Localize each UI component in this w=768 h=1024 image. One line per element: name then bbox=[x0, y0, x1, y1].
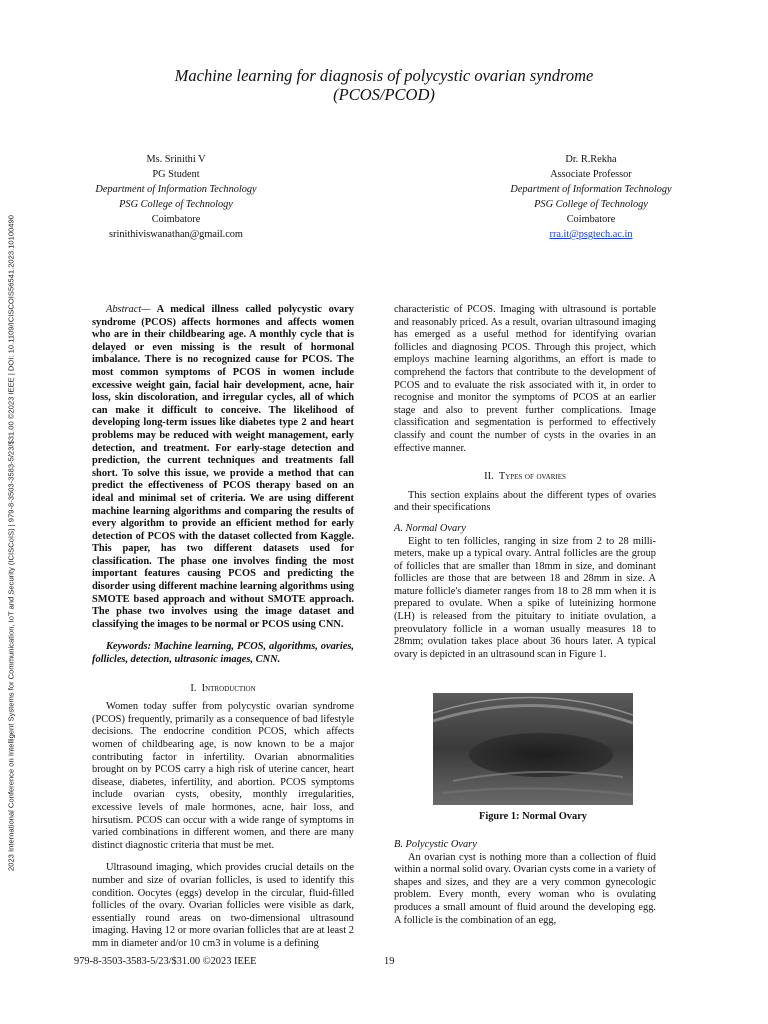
doi-sidebar-text: 2023 International Conference on Intelligent Systems for Communication, IoT and Security (ICISCoIS) | 979-8-3503-3583-5/23/$31.00 ©2023 IEEE | DOI: 10.1109/ICISCOIS56541.2023.10100490 bbox=[6, 214, 16, 871]
author-dept: Department of Information Technology bbox=[510, 184, 672, 195]
author-name: Ms. Srinithi V bbox=[146, 154, 206, 165]
paper-title-line2: (PCOS/PCOD) bbox=[333, 85, 435, 104]
author-role: Associate Professor bbox=[550, 169, 632, 180]
abstract-body: A medical illness called polycystic ovary syndrome (PCOS) affects hormones and affects women who are in their childbearing age. A monthly cycle that is delayed or even missing is the result of hormonal imbalance. There is no recognized cause for PCOS. The most common symptoms of PCOS in women include excessive weight gain, facial hair development, acne, hair loss, skin discoloration, and irregular cycles, all of which can make it difficult to conceive. The likelihood of developing long-term issues like diabetes type 2 and heart problems may be reduced with weight management, early detection, and treatment. For early-stage detection and prediction, the current techniques and treatments fall short. To solve this issue, we provide a method that can predict the effectiveness of PCOS therapy based on an ideal and minimal set of criteria. We are using different machine learning algorithms and comparing the results of every algorithm to provide an efficient method for early detection of PCOS with the dataset collected from Kaggle. This paper, has two different datasets used for classification. The phase one involves finding the most important features causing PCOS and predicting the disorder using different machine learning algorithms using SMOTE based approach and without SMOTE approach. The phase two involves using the image dataset and classifying the images to be normal or PCOS using CNN. bbox=[92, 304, 354, 630]
ultrasound-image-graphic bbox=[433, 693, 633, 805]
right-column-top bbox=[394, 304, 656, 661]
author-city: Coimbatore bbox=[151, 214, 201, 225]
page-number: 19 bbox=[384, 956, 395, 967]
types-intro: This section explains about the different types of ovaries and their specifications bbox=[394, 489, 656, 514]
subsection-normal-ovary: A. Normal Ovary bbox=[394, 522, 466, 534]
author-block-1 bbox=[76, 152, 276, 242]
right-column-bottom bbox=[394, 839, 656, 927]
ultrasound-image bbox=[433, 693, 633, 805]
paper-title-line1: Machine learning for diagnosis of polycystic ovarian syndrome bbox=[174, 66, 594, 85]
author-city: Coimbatore bbox=[566, 214, 616, 225]
intro-paragraph-2: Ultrasound imaging, which provides crucial details on the number and size of ovarian follicles, is used to identify this condition. Oocytes (eggs) develop in the circular, fluid-filled follicles of the ovary. Ovarian follicles were visible as dark, essentially round areas on two-dimensional ultrasound imaging. Having 12 or more ovarian follicles that are at least 2 mm in diameter and/or 10 cm3 in volume is a defining bbox=[92, 862, 354, 949]
author-dept: Department of Information Technology bbox=[95, 184, 257, 195]
author-email: srinithiviswanathan@gmail.com bbox=[109, 229, 243, 240]
keywords: Keywords: Machine learning, PCOS, algorithms, ovaries, follicles, detection, ultrasonic images, CNN. bbox=[92, 641, 354, 666]
paper-title bbox=[92, 66, 676, 104]
abstract-lead: Abstract— bbox=[106, 304, 151, 315]
intro-paragraph-1: Women today suffer from polycystic ovarian syndrome (PCOS) frequently, primarily as a consequence of bad lifestyle decisions. The endocrine condition PCOS, which affects women of childbearing age, is now known to be a major contributing factor in infertility. Ovarian abnormalities brought on by PCOS carry a high risk of uterine cancer, heart disease, diabetes, infertility, and abortion. PCOS symptoms include ovarian cysts, obesity, monthly irregularities, excessive levels of male hormones, acne, hair loss, and hirsutism. PCOS can occur with a wide range of symptoms in varied combinations in different women, and there are many distinct diagnostic criteria that must be met. bbox=[92, 701, 354, 851]
pcos-characteristic-paragraph: characteristic of PCOS. Imaging with ultrasound is portable and reasonably priced. As a result, ovarian ultrasound imaging has emerged as a useful method for identifying ovarian follicles and diagnosing PCOS. Through this project, which employs machine learning algorithms, an effort is made to comprehend the factors that contribute to the development of PCOS and to evaluate the risk associated with it, in order to recognise and monitor the symptoms of PCOS at an earlier stage and also to prevent further complications. Image classification and segmentation is performed to effectively classify and count the number of cysts in the ovaries in an effective manner. bbox=[394, 304, 656, 454]
section-heading-introduction: I. Introduction bbox=[190, 682, 256, 694]
doi-sidebar bbox=[3, 125, 19, 960]
author-name: Dr. R.Rekha bbox=[565, 154, 617, 165]
author-role: PG Student bbox=[152, 169, 200, 180]
author-college: PSG College of Technology bbox=[119, 199, 233, 210]
subsection-polycystic-ovary: B. Polycystic Ovary bbox=[394, 839, 477, 850]
section-heading-types: II. Types of ovaries bbox=[484, 471, 566, 483]
figure-caption: Figure 1: Normal Ovary bbox=[478, 811, 588, 822]
author-block-2 bbox=[491, 152, 691, 242]
normal-ovary-paragraph: Eight to ten follicles, ranging in size from 2 to 28 milli-meters, make up a typical ovary. Antral follicles are the group of follicles that are smaller than 18mm in size, and dominant follicles are those that are between 18 and 28mm in size. A mature follicle's diameter ranges from 18 to 28 mm when it is prepared to ovulate. When a spike of luteinizing hormone (LH) is released from the pituitary to initiate ovulation, a preovulatory follicle in a woman usually measures 18 to 28mm; ovulation takes place about 36 hours later. A typical ovary is depicted in an ultrasound scan in Figure 1. bbox=[394, 535, 656, 660]
author-email-link[interactable]: rra.it@psgtech.ac.in bbox=[549, 229, 633, 240]
abstract bbox=[92, 304, 354, 631]
footer-copyright: 979-8-3503-3583-5/23/$31.00 ©2023 IEEE bbox=[74, 956, 257, 967]
author-college: PSG College of Technology bbox=[534, 199, 648, 210]
polycystic-ovary-paragraph: An ovarian cyst is nothing more than a collection of fluid within a normal solid ovary. Ovarian cysts come in a variety of shapes and sizes, and they are a very common gynecologic problem. Every month, every woman who is ovulating produces a small amount of fluid around the developing egg. A follicle is the combination of an egg, bbox=[394, 851, 656, 926]
left-column bbox=[92, 304, 354, 951]
